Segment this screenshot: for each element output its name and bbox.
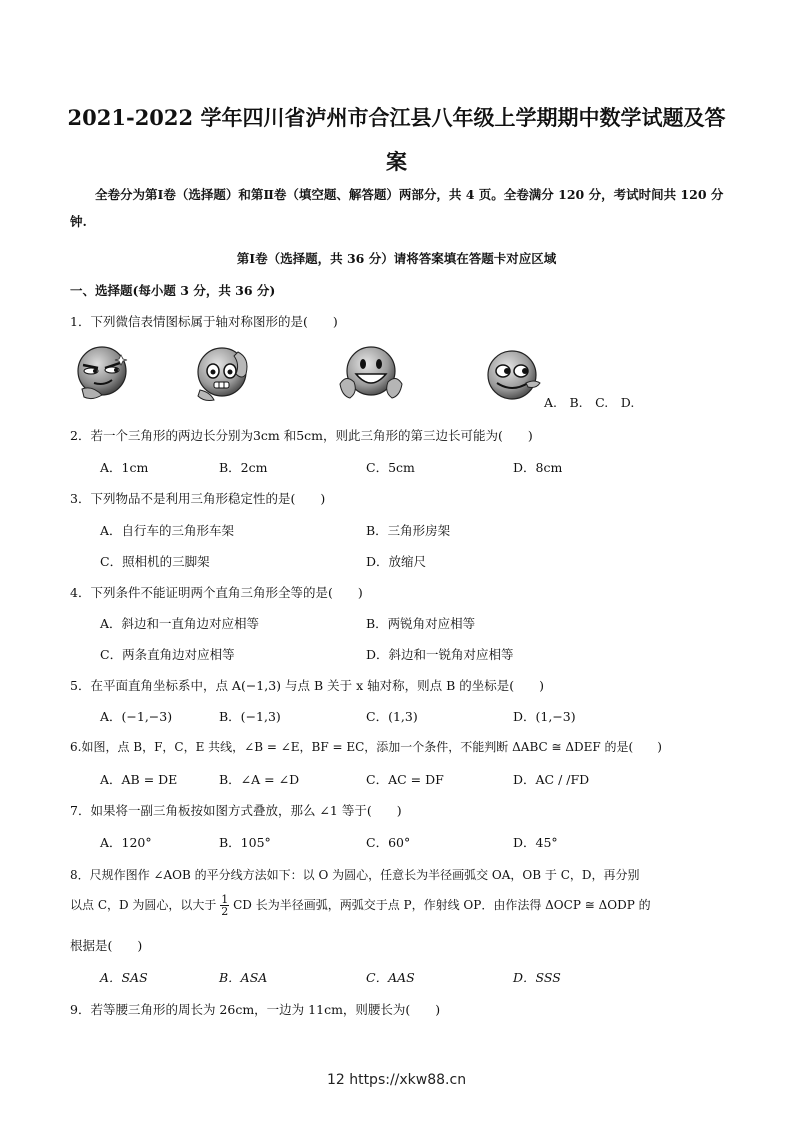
question-3-stem: 3．下列物品不是利用三角形稳定性的是( ) — [70, 491, 326, 506]
question-8-option-d: D．SSS — [513, 970, 561, 985]
doc-title-line2: 案 — [386, 149, 407, 174]
question-8-line-1: 8．尺规作图作 ∠AOB 的平分线方法如下：以 O 为圆心，任意长为半径画弧交 OA，OB 于 C，D，再分别 — [70, 868, 640, 882]
question-1-options: A. B. C. D. — [544, 395, 635, 410]
question-4-stem: 4．下列条件不能证明两个直角三角形全等的是( ) — [70, 585, 363, 600]
question-4-option-c: C．两条直角边对应相等 — [100, 647, 235, 662]
question-8-option-b: B．ASA — [219, 970, 268, 985]
question-6-option-b: B．∠A = ∠D — [219, 772, 300, 787]
question-5-stem: 5．在平面直角坐标系中，点 A(−1,3) 与点 B 关于 x 轴对称，则点 B 的坐标是( ) — [70, 678, 545, 693]
question-5-option-b: B．(−1,3) — [219, 709, 281, 724]
grinning-emoji-icon — [338, 344, 404, 406]
question-9-stem: 9．若等腰三角形的周长为 26cm，一边为 11cm，则腰长为( ) — [70, 1002, 441, 1017]
side-eye-emoji-icon — [486, 349, 544, 403]
question-2-stem: 2．若一个三角形的两边长分别为3cm 和5cm，则此三角形的第三边长可能为( ) — [70, 428, 533, 443]
question-7-option-a: A．120° — [100, 835, 152, 850]
question-8-option-c: C．AAS — [366, 970, 415, 985]
question-7-option-c: C．60° — [366, 835, 411, 850]
question-5-option-c: C．(1,3) — [366, 709, 418, 724]
question-6-option-c: C．AC = DF — [366, 772, 444, 787]
page-footer: 12 https://xkw88.cn — [326, 1072, 467, 1088]
question-2-option-c: C．5cm — [366, 460, 415, 475]
question-1-stem: 1．下列微信表情图标属于轴对称图形的是( ) — [70, 314, 338, 329]
question-2-option-b: B．2cm — [219, 460, 268, 475]
question-4-option-b: B．两锐角对应相等 — [366, 616, 476, 631]
question-3-option-d: D．放缩尺 — [366, 554, 427, 569]
section-heading: 第Ⅰ卷（选择题，共 36 分）请将答案填在答题卡对应区域 — [236, 251, 557, 266]
question-3-option-c: C．照相机的三脚架 — [100, 554, 210, 569]
part-heading: 一、选择题(每小题 3 分，共 36 分) — [70, 283, 276, 298]
question-8-line-2-end: CD 长为半径画弧，两弧交于点 P，作射线 OP．由作法得 ΔOCP ≅ ΔODP 的 — [233, 898, 651, 912]
question-3-option-b: B．三角形房架 — [366, 523, 451, 538]
question-8-option-a: A．SAS — [100, 970, 148, 985]
question-8-line-2-start: 以点 C，D 为圆心，以大于 — [70, 898, 217, 912]
question-6-option-a: A．AB = DE — [100, 772, 178, 787]
question-6-stem: 6.如图，点 B，F，C，E 共线，∠B = ∠E，BF = EC，添加一个条件，不能判断 ΔABC ≅ ΔDEF 的是( ) — [70, 740, 662, 754]
smirk-emoji-icon — [74, 345, 134, 405]
question-3-option-a: A．自行车的三角形车架 — [100, 523, 235, 538]
fraction-denominator: 2 — [221, 905, 229, 918]
question-8-line-2 — [70, 894, 651, 917]
fraction-numerator: 1 — [221, 893, 229, 906]
question-6-option-d: D．AC / /FD — [513, 772, 590, 787]
question-5-option-d: D．(1,−3) — [513, 709, 576, 724]
question-7-option-d: D．45° — [513, 835, 558, 850]
doc-title-line1: 2021-2022 学年四川省泸州市合江县八年级上学期期中数学试题及答 — [67, 105, 726, 130]
question-4-option-d: D．斜边和一锐角对应相等 — [366, 647, 514, 662]
question-7-stem: 7．如果将一副三角板按如图方式叠放，那么 ∠1 等于( ) — [70, 803, 402, 818]
question-8-line-3: 根据是( ) — [70, 938, 143, 953]
exam-intro: 全卷分为第Ⅰ卷（选择题）和第Ⅱ卷（填空题、解答题）两部分，共 4 页。全卷满分 120 分，考试时间共 120 分钟. — [70, 187, 724, 229]
one-half-fraction — [220, 894, 229, 917]
skull-face-emoji-icon — [194, 344, 256, 406]
question-7-option-b: B．105° — [219, 835, 271, 850]
question-5-option-a: A．(−1,−3) — [100, 709, 173, 724]
question-2-option-a: A．1cm — [100, 460, 149, 475]
question-4-option-a: A．斜边和一直角边对应相等 — [100, 616, 260, 631]
question-2-option-d: D．8cm — [513, 460, 563, 475]
